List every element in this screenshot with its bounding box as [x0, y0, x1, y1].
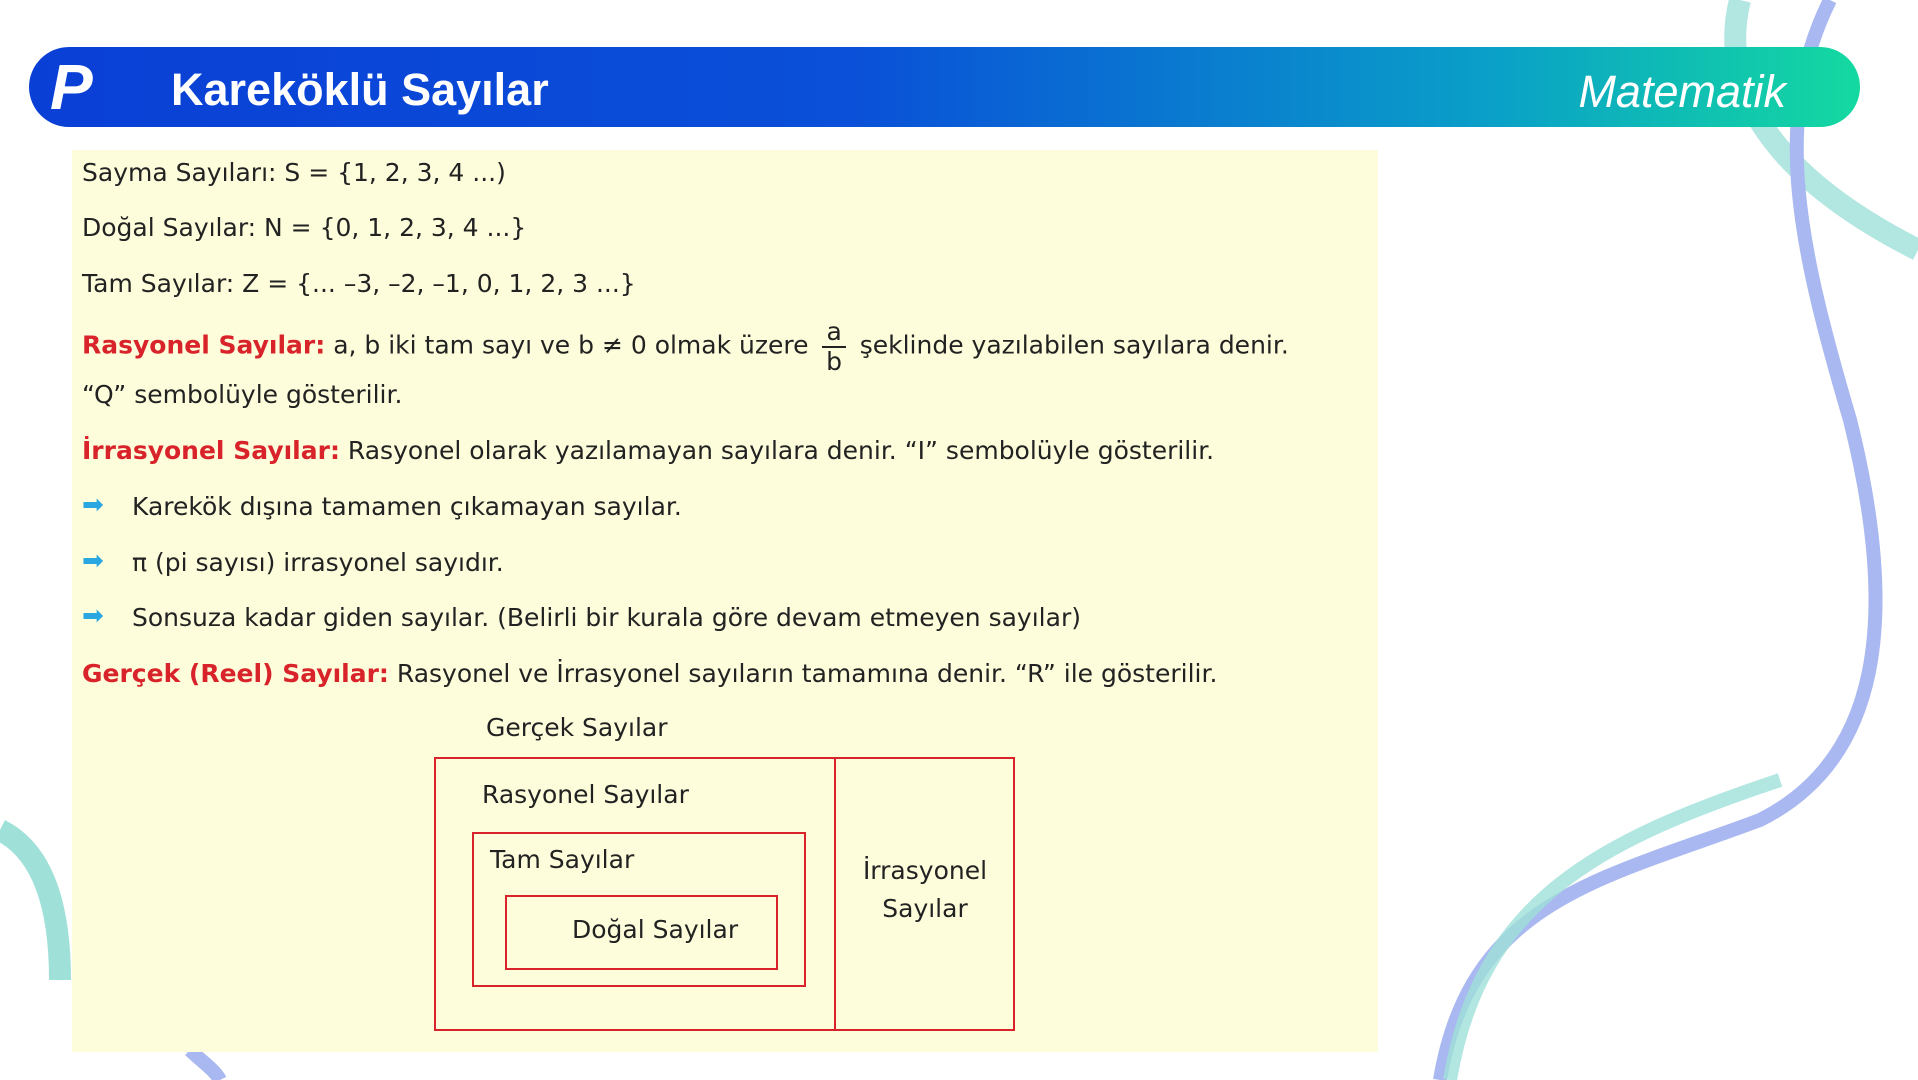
- gercek-text: Rasyonel ve İrrasyonel sayıların tamamına denir. “R” ile gösterilir.: [396, 659, 1218, 688]
- subject-label: Matematik: [1578, 66, 1786, 117]
- rasyonel-line: [82, 318, 1289, 375]
- bullet-item: Sonsuza kadar giden sayılar. (Belirli bir kurala göre devam etmeyen sayılar): [132, 603, 1081, 632]
- arrow-icon: ➡: [82, 601, 104, 631]
- rasyonel-text: a, b iki tam sayı ve b ≠ 0 olmak üzere: [333, 330, 809, 360]
- irrasyonel-term: İrrasyonel Sayılar:: [82, 436, 340, 465]
- logo-icon: P: [50, 51, 93, 123]
- sayma-line: Sayma Sayıları: S = {1, 2, 3, 4 ...): [82, 158, 506, 187]
- diagram-rational-label: Rasyonel Sayılar: [482, 780, 689, 809]
- diagram-integers-label: Tam Sayılar: [490, 845, 635, 874]
- arrow-icon: ➡: [82, 490, 104, 520]
- irrasyonel-text: Rasyonel olarak yazılamayan sayılara denir. “I” sembolüyle gösterilir.: [347, 436, 1215, 465]
- fraction-denominator: b: [826, 346, 843, 376]
- gercek-term: Gerçek (Reel) Sayılar:: [82, 659, 389, 688]
- arrow-icon: ➡: [82, 546, 104, 576]
- bullet-item: Karekök dışına tamamen çıkamayan sayılar.: [132, 492, 682, 521]
- gercek-line: [82, 659, 1217, 688]
- diagram-irrational-label-2: Sayılar: [882, 894, 968, 923]
- irrasyonel-line: [82, 436, 1214, 465]
- fraction-numerator: a: [822, 318, 845, 348]
- rasyonel-text-2: şeklinde yazılabilen sayılara denir.: [859, 330, 1289, 360]
- rasyonel-term: Rasyonel Sayılar:: [82, 330, 326, 360]
- diagram-naturals-label: Doğal Sayılar: [572, 915, 739, 944]
- dogal-line: Doğal Sayılar: N = {0, 1, 2, 3, 4 ...}: [82, 213, 527, 242]
- bullet-item: π (pi sayısı) irrasyonel sayıdır.: [132, 548, 504, 577]
- page-title: Kareköklü Sayılar: [171, 64, 549, 115]
- diagram-real-label: Gerçek Sayılar: [486, 713, 668, 742]
- fraction: [822, 318, 845, 375]
- q-symbol-line: “Q” sembolüyle gösterilir.: [82, 380, 403, 409]
- diagram-irrational-label-1: İrrasyonel: [862, 856, 988, 885]
- tam-line: Tam Sayılar: Z = {... –3, –2, –1, 0, 1, 2, 3 ...}: [82, 269, 636, 298]
